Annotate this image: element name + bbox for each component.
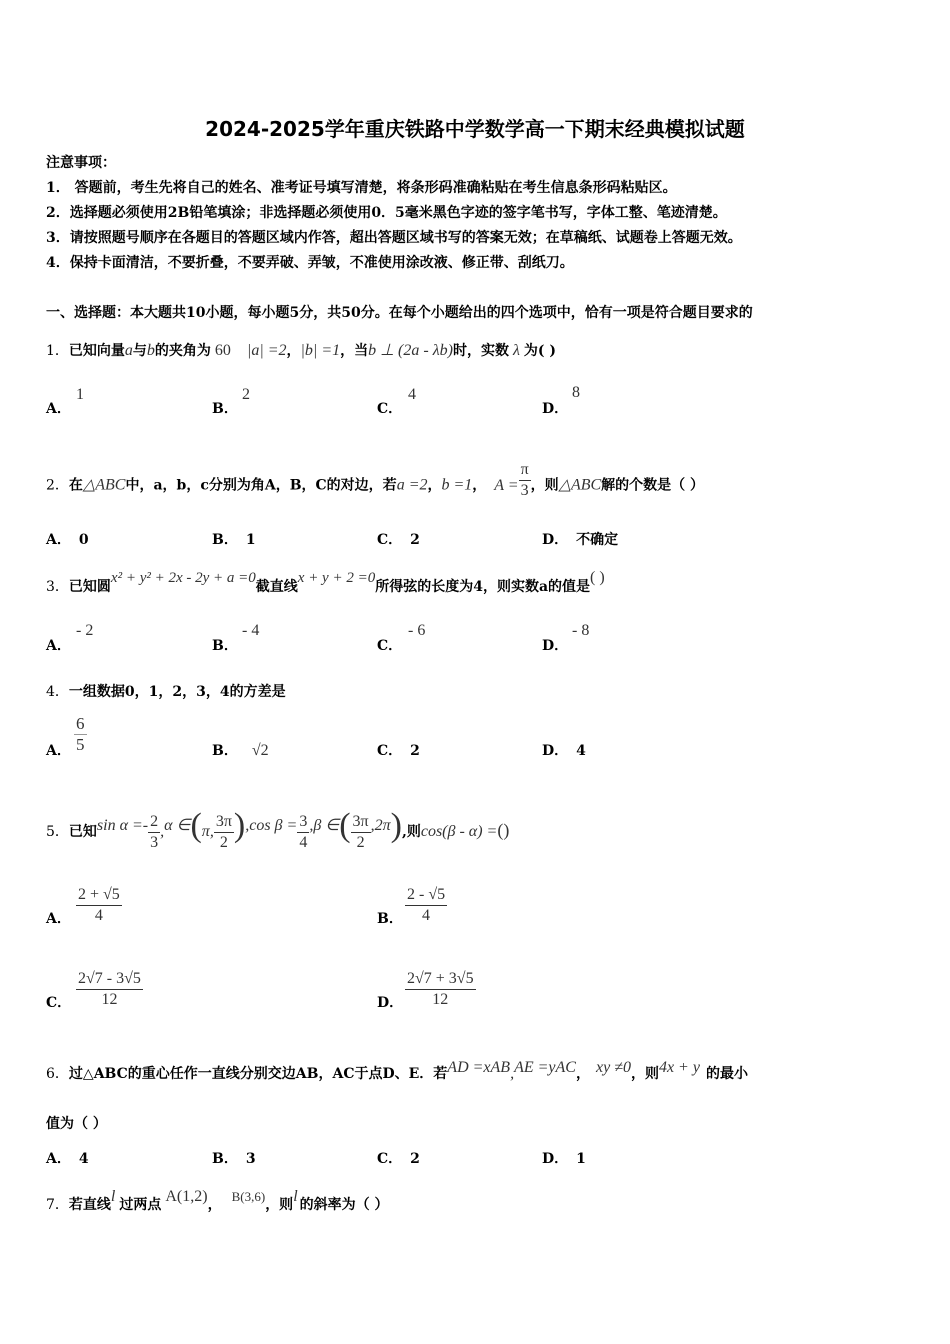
math-expr: xy ≠0 xyxy=(595,1059,631,1076)
question-text: ，当 xyxy=(340,343,369,359)
punctuation: ， xyxy=(427,477,442,494)
answer-paren: () xyxy=(497,820,510,840)
question-6 xyxy=(46,1059,748,1083)
question-text: 过两点 xyxy=(119,1197,162,1213)
punctuation: , xyxy=(510,1065,515,1082)
option-value: $\frac{2 + √5}{4}$ xyxy=(78,886,120,924)
option-value: 2 xyxy=(410,1151,420,1167)
question-7 xyxy=(46,1188,389,1214)
option-value: 2 xyxy=(410,743,420,759)
left-paren: ( xyxy=(190,807,202,844)
question-text: 与 xyxy=(132,343,147,359)
question-4 xyxy=(46,681,286,701)
question-text: ，则 xyxy=(265,1197,294,1213)
math-expr: sin α =- xyxy=(96,817,149,834)
option-b[interactable]: B． xyxy=(377,911,403,927)
option-a[interactable]: A． xyxy=(46,638,71,654)
option-a[interactable] xyxy=(46,398,71,418)
question-text: 中，a，b，c分别为角A，B，C的对边，若 xyxy=(125,477,397,494)
option-value: 不确定 xyxy=(576,532,619,548)
option-a[interactable]: A． 4 xyxy=(46,1151,89,1167)
math-expr: cos(β - α) = xyxy=(420,823,498,840)
option-label: D． xyxy=(542,401,569,417)
math-expr: |b| =1 xyxy=(300,342,341,359)
punctuation: ， xyxy=(286,343,301,359)
question-number: 3． xyxy=(46,579,69,595)
math-expr: 60 xyxy=(214,342,231,359)
question-5 xyxy=(46,803,509,849)
fraction: $\frac{3\pi}{2}$ xyxy=(352,812,369,851)
question-1 xyxy=(46,340,556,360)
math-expr: λ xyxy=(512,342,520,359)
option-label: B． xyxy=(212,401,238,417)
punctuation: ， xyxy=(472,477,487,494)
question-number: 5． xyxy=(46,824,69,840)
option-b[interactable]: B． √2 xyxy=(212,742,269,759)
option-value: 8 xyxy=(572,384,580,401)
option-value: 2 xyxy=(410,532,420,548)
option-a[interactable]: A． 0 xyxy=(46,532,89,548)
math-expr: α ∈ xyxy=(164,817,191,834)
option-b[interactable] xyxy=(212,398,238,418)
math-expr: A(1,2) xyxy=(165,1188,208,1205)
option-a[interactable]: A． xyxy=(46,911,71,927)
math-expr: π, xyxy=(201,823,214,840)
question-text: 的夹角为 xyxy=(154,343,211,359)
option-d[interactable]: D． 不确定 xyxy=(542,532,619,548)
question-2 xyxy=(46,461,705,501)
option-c[interactable]: C． xyxy=(46,995,72,1011)
math-expr: a =2 xyxy=(396,476,428,494)
option-value: - 8 xyxy=(572,622,590,639)
math-expr: l xyxy=(293,1188,298,1205)
question-text: 过△ABC的重心任作一直线分别交边AB，AC于点D、E．若 xyxy=(68,1066,448,1082)
option-value: 1 xyxy=(576,1151,586,1167)
question-text: 在 xyxy=(68,477,83,494)
option-a[interactable]: A． xyxy=(46,743,71,759)
math-expr: ,cos β = xyxy=(245,817,298,834)
question-number: 7． xyxy=(46,1197,69,1213)
math-expr: b xyxy=(146,342,155,359)
option-c[interactable]: C． 2 xyxy=(377,532,420,548)
math-expr: b ⊥ (2a - λb) xyxy=(368,342,453,359)
option-value: - 4 xyxy=(242,622,260,639)
option-value: - 6 xyxy=(408,622,426,639)
option-d[interactable] xyxy=(542,398,568,418)
option-value: 1 xyxy=(245,532,256,548)
math-expr: AD =xAB xyxy=(447,1059,511,1076)
option-label: C． xyxy=(377,401,403,417)
math-expr: A = xyxy=(494,476,519,494)
option-value: 1 xyxy=(76,386,84,403)
note-item: 2．选择题必须使用2B铅笔填涂；非选择题必须使用0．5毫米黑色字迹的签字笔书写，字体工整、笔迹清楚。 xyxy=(46,205,727,221)
math-expr: a xyxy=(124,342,133,359)
fraction: $\frac{\pi}{3}$ xyxy=(520,461,529,499)
fraction: $\frac{2}{3}$ xyxy=(150,812,159,851)
fraction: $\frac{3}{4}$ xyxy=(299,812,308,851)
math-expr: △ABC xyxy=(558,476,602,494)
question-number: 1． xyxy=(46,343,69,359)
math-expr: ,β ∈ xyxy=(309,817,340,834)
fraction: $\frac{3\pi}{2}$ xyxy=(215,812,232,851)
question-text: 所得弦的长度为4，则实数a的值是 xyxy=(375,579,591,595)
option-value: $\frac{2√7 - 3√5}{12}$ xyxy=(78,970,141,1008)
math-expr: b =1 xyxy=(441,476,473,494)
option-value: 0 xyxy=(78,532,89,548)
note-item: 3．请按照题号顺序在各题目的答题区域内作答，超出答题区域书写的答案无效；在草稿纸、试题卷上答题无效。 xyxy=(46,230,742,246)
section-heading: 一、选择题：本大题共10小题，每小题5分，共50分。在每个小题给出的四个选项中，恰有一项是符合题目要求的 xyxy=(46,305,753,321)
option-d[interactable]: D． 4 xyxy=(542,743,586,759)
math-expr: ,2π xyxy=(370,817,391,834)
option-b[interactable]: B． 3 xyxy=(212,1151,256,1167)
option-label: A． xyxy=(46,401,71,417)
math-expr: B(3,6) xyxy=(231,1189,266,1204)
question-text: 一组数据0，1，2，3，4的方差是 xyxy=(68,684,286,700)
option-value: - 2 xyxy=(76,622,94,639)
option-value: 4 xyxy=(576,743,586,759)
question-text: 截直线 xyxy=(255,579,298,595)
question-text: ，则 xyxy=(630,1066,659,1082)
punctuation: ， xyxy=(207,1197,222,1213)
option-d[interactable]: D． xyxy=(377,995,404,1011)
option-value: $\frac{6}{5}$ xyxy=(76,714,85,754)
page-title: 2024-2025学年重庆铁路中学数学高一下期末经典模拟试题 xyxy=(205,117,745,141)
question-3 xyxy=(46,569,605,596)
question-text: ,则 xyxy=(401,824,421,840)
math-expr: x² + y² + 2x - 2y + a =0 xyxy=(110,570,256,586)
punctuation: , xyxy=(160,823,165,840)
note-item: 1． 答题前，考生先将自己的姓名、准考证号填写清楚，将条形码准确粘贴在考生信息条形码粘贴区。 xyxy=(46,180,677,196)
question-6-continued: 值为（ ） xyxy=(46,1116,107,1132)
option-d[interactable]: D． xyxy=(542,638,569,654)
question-text: ，则 xyxy=(530,477,559,494)
question-text: 时，实数 xyxy=(452,343,509,359)
math-expr: l xyxy=(110,1188,116,1205)
question-text: 的斜率为（ ） xyxy=(299,1197,389,1213)
question-text: 已知圆 xyxy=(68,579,111,595)
right-paren: ) xyxy=(390,807,402,844)
option-value: 4 xyxy=(78,1151,89,1167)
question-text: 若直线 xyxy=(68,1197,111,1213)
question-text: 已知 xyxy=(68,824,97,840)
option-c[interactable]: C． 2 xyxy=(377,743,420,759)
option-value: $\frac{2√7 + 3√5}{12}$ xyxy=(407,970,474,1008)
option-c[interactable]: C． 2 xyxy=(377,1151,420,1167)
option-value: 3 xyxy=(245,1151,256,1167)
question-text: 已知向量 xyxy=(68,343,125,359)
option-c[interactable]: C． xyxy=(377,638,403,654)
option-value: 2 xyxy=(242,386,250,403)
option-d[interactable]: D． 1 xyxy=(542,1151,586,1167)
option-value: 4 xyxy=(408,386,416,403)
note-item: 4．保持卡面清洁，不要折叠，不要弄破、弄皱，不准使用涂改液、修正带、刮纸刀。 xyxy=(46,255,574,271)
math-expr: △ABC xyxy=(82,476,126,494)
right-paren: ) xyxy=(233,807,246,844)
math-expr: x + y + 2 =0 xyxy=(297,570,376,586)
option-b[interactable]: B． 1 xyxy=(212,532,256,548)
option-b[interactable]: B． xyxy=(212,638,238,654)
punctuation: ， xyxy=(575,1066,590,1082)
option-value: √2 xyxy=(251,742,269,759)
question-number: 6． xyxy=(46,1066,69,1082)
question-text: 为( ) xyxy=(523,343,557,359)
option-value: $\frac{2 - √5}{4}$ xyxy=(407,886,446,924)
question-text: 的最小 xyxy=(705,1066,748,1082)
math-expr: 4x + y xyxy=(658,1059,700,1076)
question-number: 4． xyxy=(46,684,69,700)
left-paren: ( xyxy=(339,807,351,844)
question-number: 2． xyxy=(46,477,69,494)
math-expr: |a| =2 xyxy=(246,342,287,359)
option-c[interactable] xyxy=(377,398,402,418)
notes-heading: 注意事项： xyxy=(46,155,116,171)
answer-paren: ( ) xyxy=(590,569,605,586)
math-expr: AE =yAC xyxy=(514,1059,576,1076)
question-text: 解的个数是（ ） xyxy=(601,477,705,494)
